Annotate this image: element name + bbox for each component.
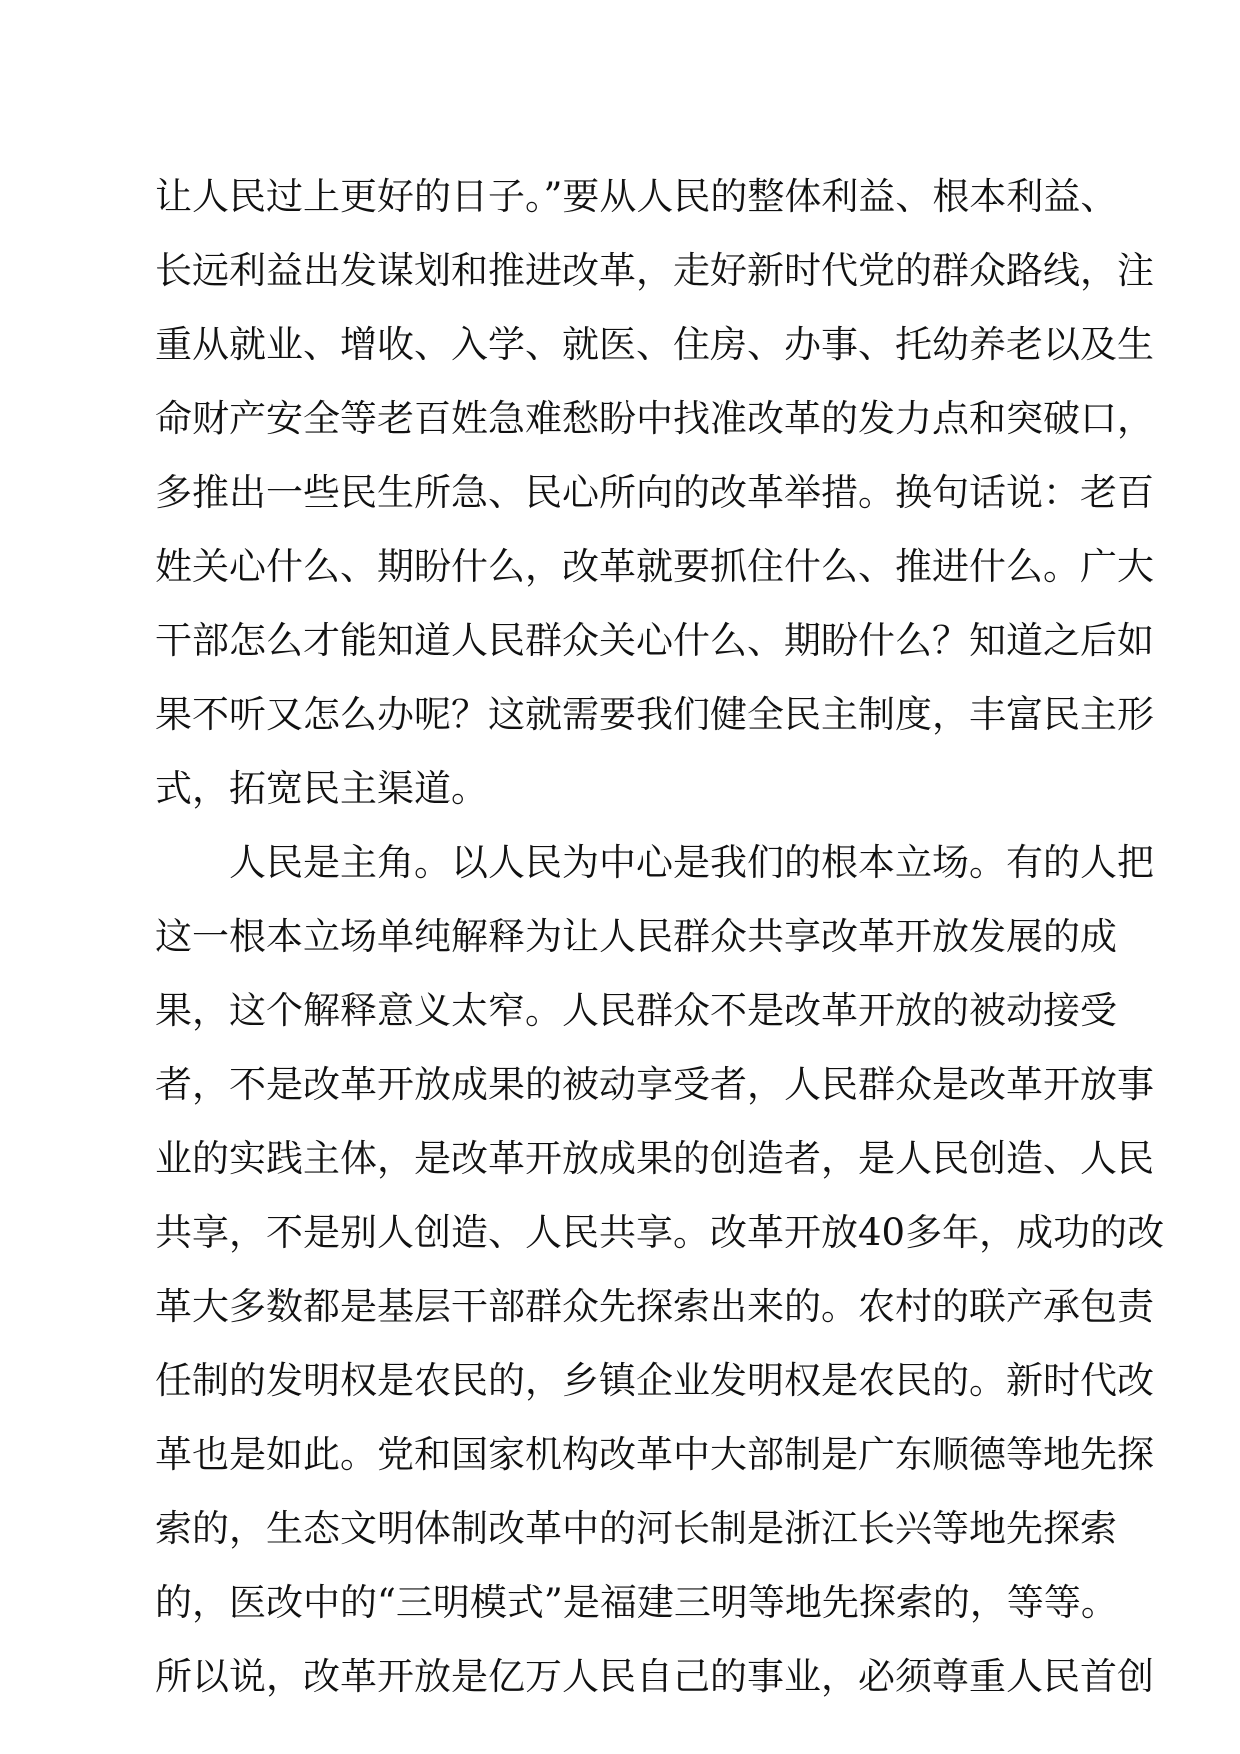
paragraph-2-line-6: 共享，不是别人创造、人民共享。改革开放40多年，成功的改 bbox=[155, 1211, 1165, 1254]
paragraph-1-line-3: 重从就业、增收、入学、就医、住房、办事、托幼养老以及生 bbox=[155, 323, 1154, 366]
paragraph-2-line-2: 这一根本立场单纯解释为让人民群众共享改革开放发展的成 bbox=[155, 915, 1117, 958]
paragraph-2-line-9: 革也是如此。党和国家机构改革中大部制是广东顺德等地先探 bbox=[155, 1433, 1154, 1476]
paragraph-2-line-5: 业的实践主体，是改革开放成果的创造者，是人民创造、人民 bbox=[155, 1137, 1154, 1180]
paragraph-1-line-9: 式，拓宽民主渠道。 bbox=[155, 767, 488, 810]
paragraph-2-line-4: 者，不是改革开放成果的被动享受者，人民群众是改革开放事 bbox=[155, 1063, 1154, 1106]
paragraph-1-line-6: 姓关心什么、期盼什么，改革就要抓住什么、推进什么。广大 bbox=[155, 545, 1154, 588]
paragraph-2-line-3: 果，这个解释意义太窄。人民群众不是改革开放的被动接受 bbox=[155, 989, 1117, 1032]
paragraph-2-line-11: 的，医改中的“三明模式”是福建三明等地先探索的，等等。 bbox=[155, 1581, 1118, 1624]
paragraph-2-line-12: 所以说，改革开放是亿万人民自己的事业，必须尊重人民首创 bbox=[155, 1655, 1154, 1698]
paragraph-2-line-7: 革大多数都是基层干部群众先探索出来的。农村的联产承包责 bbox=[155, 1285, 1154, 1328]
paragraph-1-line-5: 多推出一些民生所急、民心所向的改革举措。换句话说：老百 bbox=[155, 471, 1154, 514]
paragraph-1-line-1: 让人民过上更好的日子。”要从人民的整体利益、根本利益、 bbox=[155, 175, 1118, 218]
paragraph-2-line-8: 任制的发明权是农民的，乡镇企业发明权是农民的。新时代改 bbox=[155, 1359, 1154, 1402]
body-text bbox=[155, 160, 1165, 1714]
paragraph-2 bbox=[155, 826, 1165, 1714]
paragraph-1 bbox=[155, 160, 1154, 826]
paragraph-2-line-1: 人民是主角。以人民为中心是我们的根本立场。有的人把 bbox=[229, 841, 1154, 884]
paragraph-1-line-4: 命财产安全等老百姓急难愁盼中找准改革的发力点和突破口， bbox=[155, 397, 1154, 440]
paragraph-1-line-7: 干部怎么才能知道人民群众关心什么、期盼什么？知道之后如 bbox=[155, 619, 1154, 662]
paragraph-1-line-2: 长远利益出发谋划和推进改革，走好新时代党的群众路线，注 bbox=[155, 249, 1154, 292]
paragraph-2-line-10: 索的，生态文明体制改革中的河长制是浙江长兴等地先探索 bbox=[155, 1507, 1117, 1550]
paragraph-1-line-8: 果不听又怎么办呢？这就需要我们健全民主制度，丰富民主形 bbox=[155, 693, 1154, 736]
